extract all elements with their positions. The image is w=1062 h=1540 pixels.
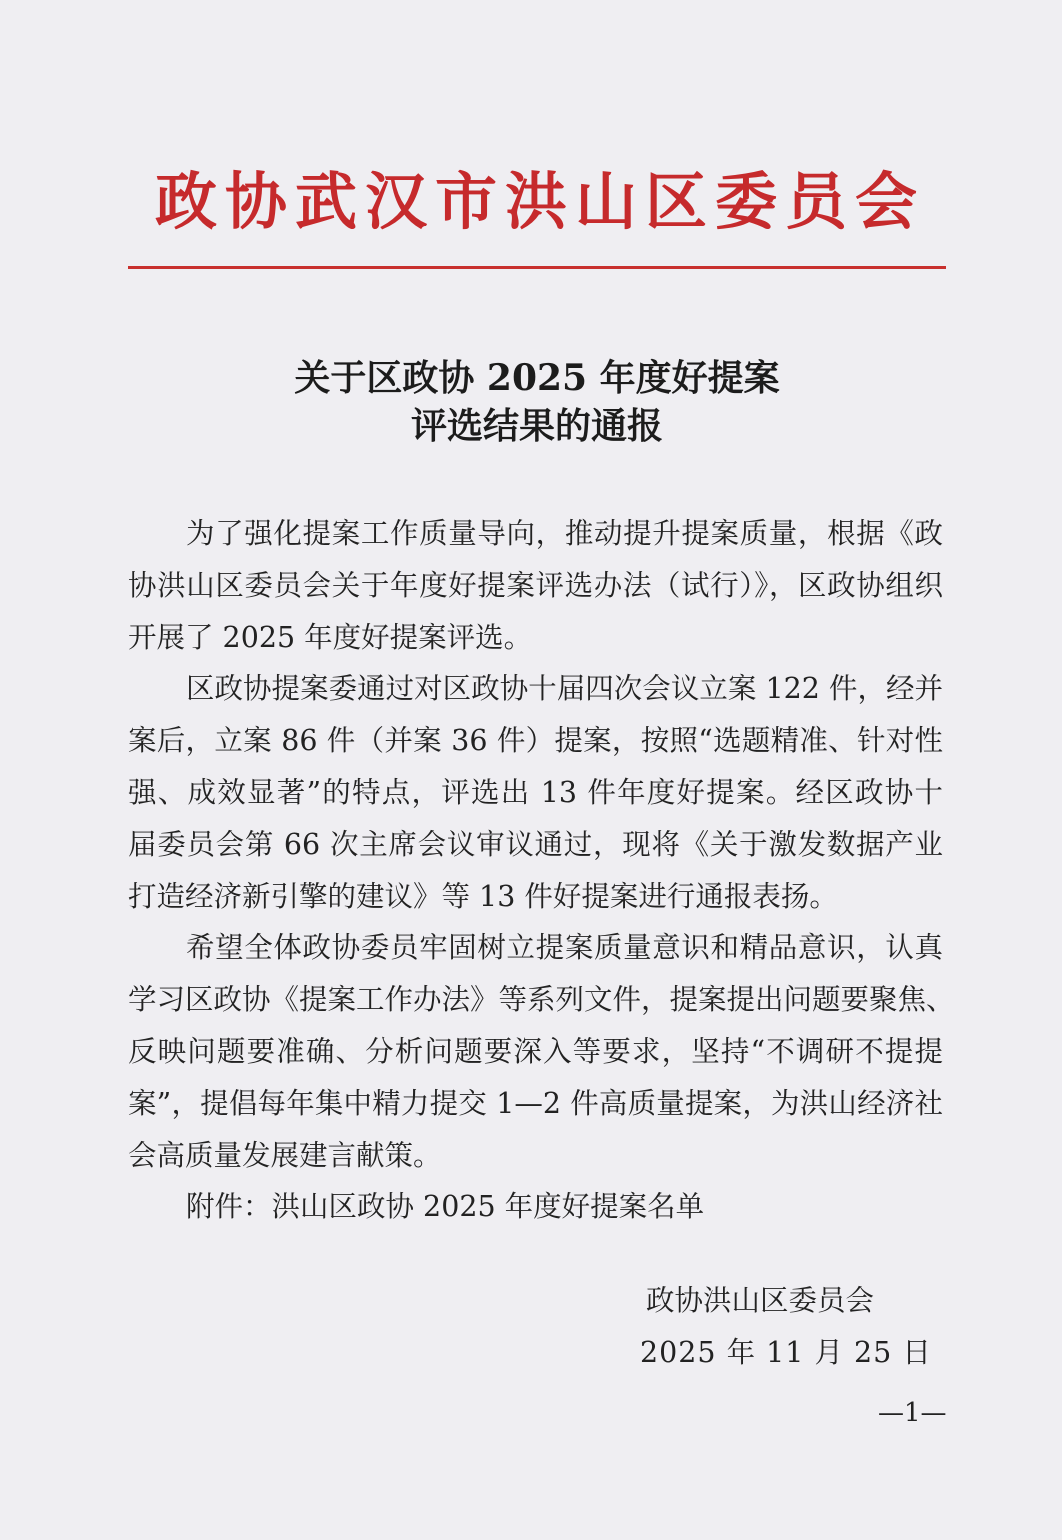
paragraph-2 [128, 663, 943, 922]
paragraph-3 [128, 922, 955, 1181]
text-line: 开展了 2025 年度好提案评选。 [128, 620, 533, 654]
signature-organization: 政协洪山区委员会 [646, 1284, 875, 1317]
text-line: 案后，立案 86 件（并案 36 件）提案，按照“选题精准、针对性 [128, 724, 943, 758]
text-line: 为了强化提案工作质量导向，推动提升提案质量，根据《政 [186, 517, 943, 550]
text-line: 强、成效显著”的特点，评选出 13 件年度好提案。经区政协十 [128, 775, 943, 809]
document-title-line1: 关于区政协 2025 年度好提案 [294, 357, 780, 399]
page-number: —1— [878, 1398, 947, 1428]
text-line: 附件：洪山区政协 2025 年度好提案名单 [186, 1190, 705, 1224]
signature-date: 2025 年 11 月 25 日 [640, 1336, 932, 1369]
text-line: 学习区政协《提案工作办法》等系列文件，提案提出问题要聚焦、 [128, 983, 955, 1017]
masthead-organization: 政协武汉市洪山区委员会 [154, 165, 925, 238]
document-body [128, 508, 955, 1233]
document-title-line2: 评选结果的通报 [410, 405, 663, 447]
text-line: 会高质量发展建言献策。 [128, 1138, 442, 1172]
text-line: 协洪山区委员会关于年度好提案评选办法（试行）》，区政协组织 [128, 568, 943, 602]
text-line: 区政协提案委通过对区政协十届四次会议立案 122 件，经并 [186, 672, 943, 706]
text-line: 届委员会第 66 次主席会议审议通过，现将《关于激发数据产业 [128, 827, 943, 861]
paragraph-1 [128, 508, 943, 663]
text-line: 打造经济新引擎的建议》等 13 件好提案进行通报表扬。 [128, 879, 838, 913]
attachment-note [128, 1181, 943, 1233]
text-line: 反映问题要准确、分析问题要深入等要求，坚持“不调研不提提 [128, 1034, 943, 1068]
red-divider [128, 266, 946, 269]
text-line: 希望全体政协委员牢固树立提案质量意识和精品意识，认真 [186, 931, 943, 965]
text-line: 案”，提倡每年集中精力提交 1—2 件高质量提案，为洪山经济社 [128, 1086, 943, 1120]
